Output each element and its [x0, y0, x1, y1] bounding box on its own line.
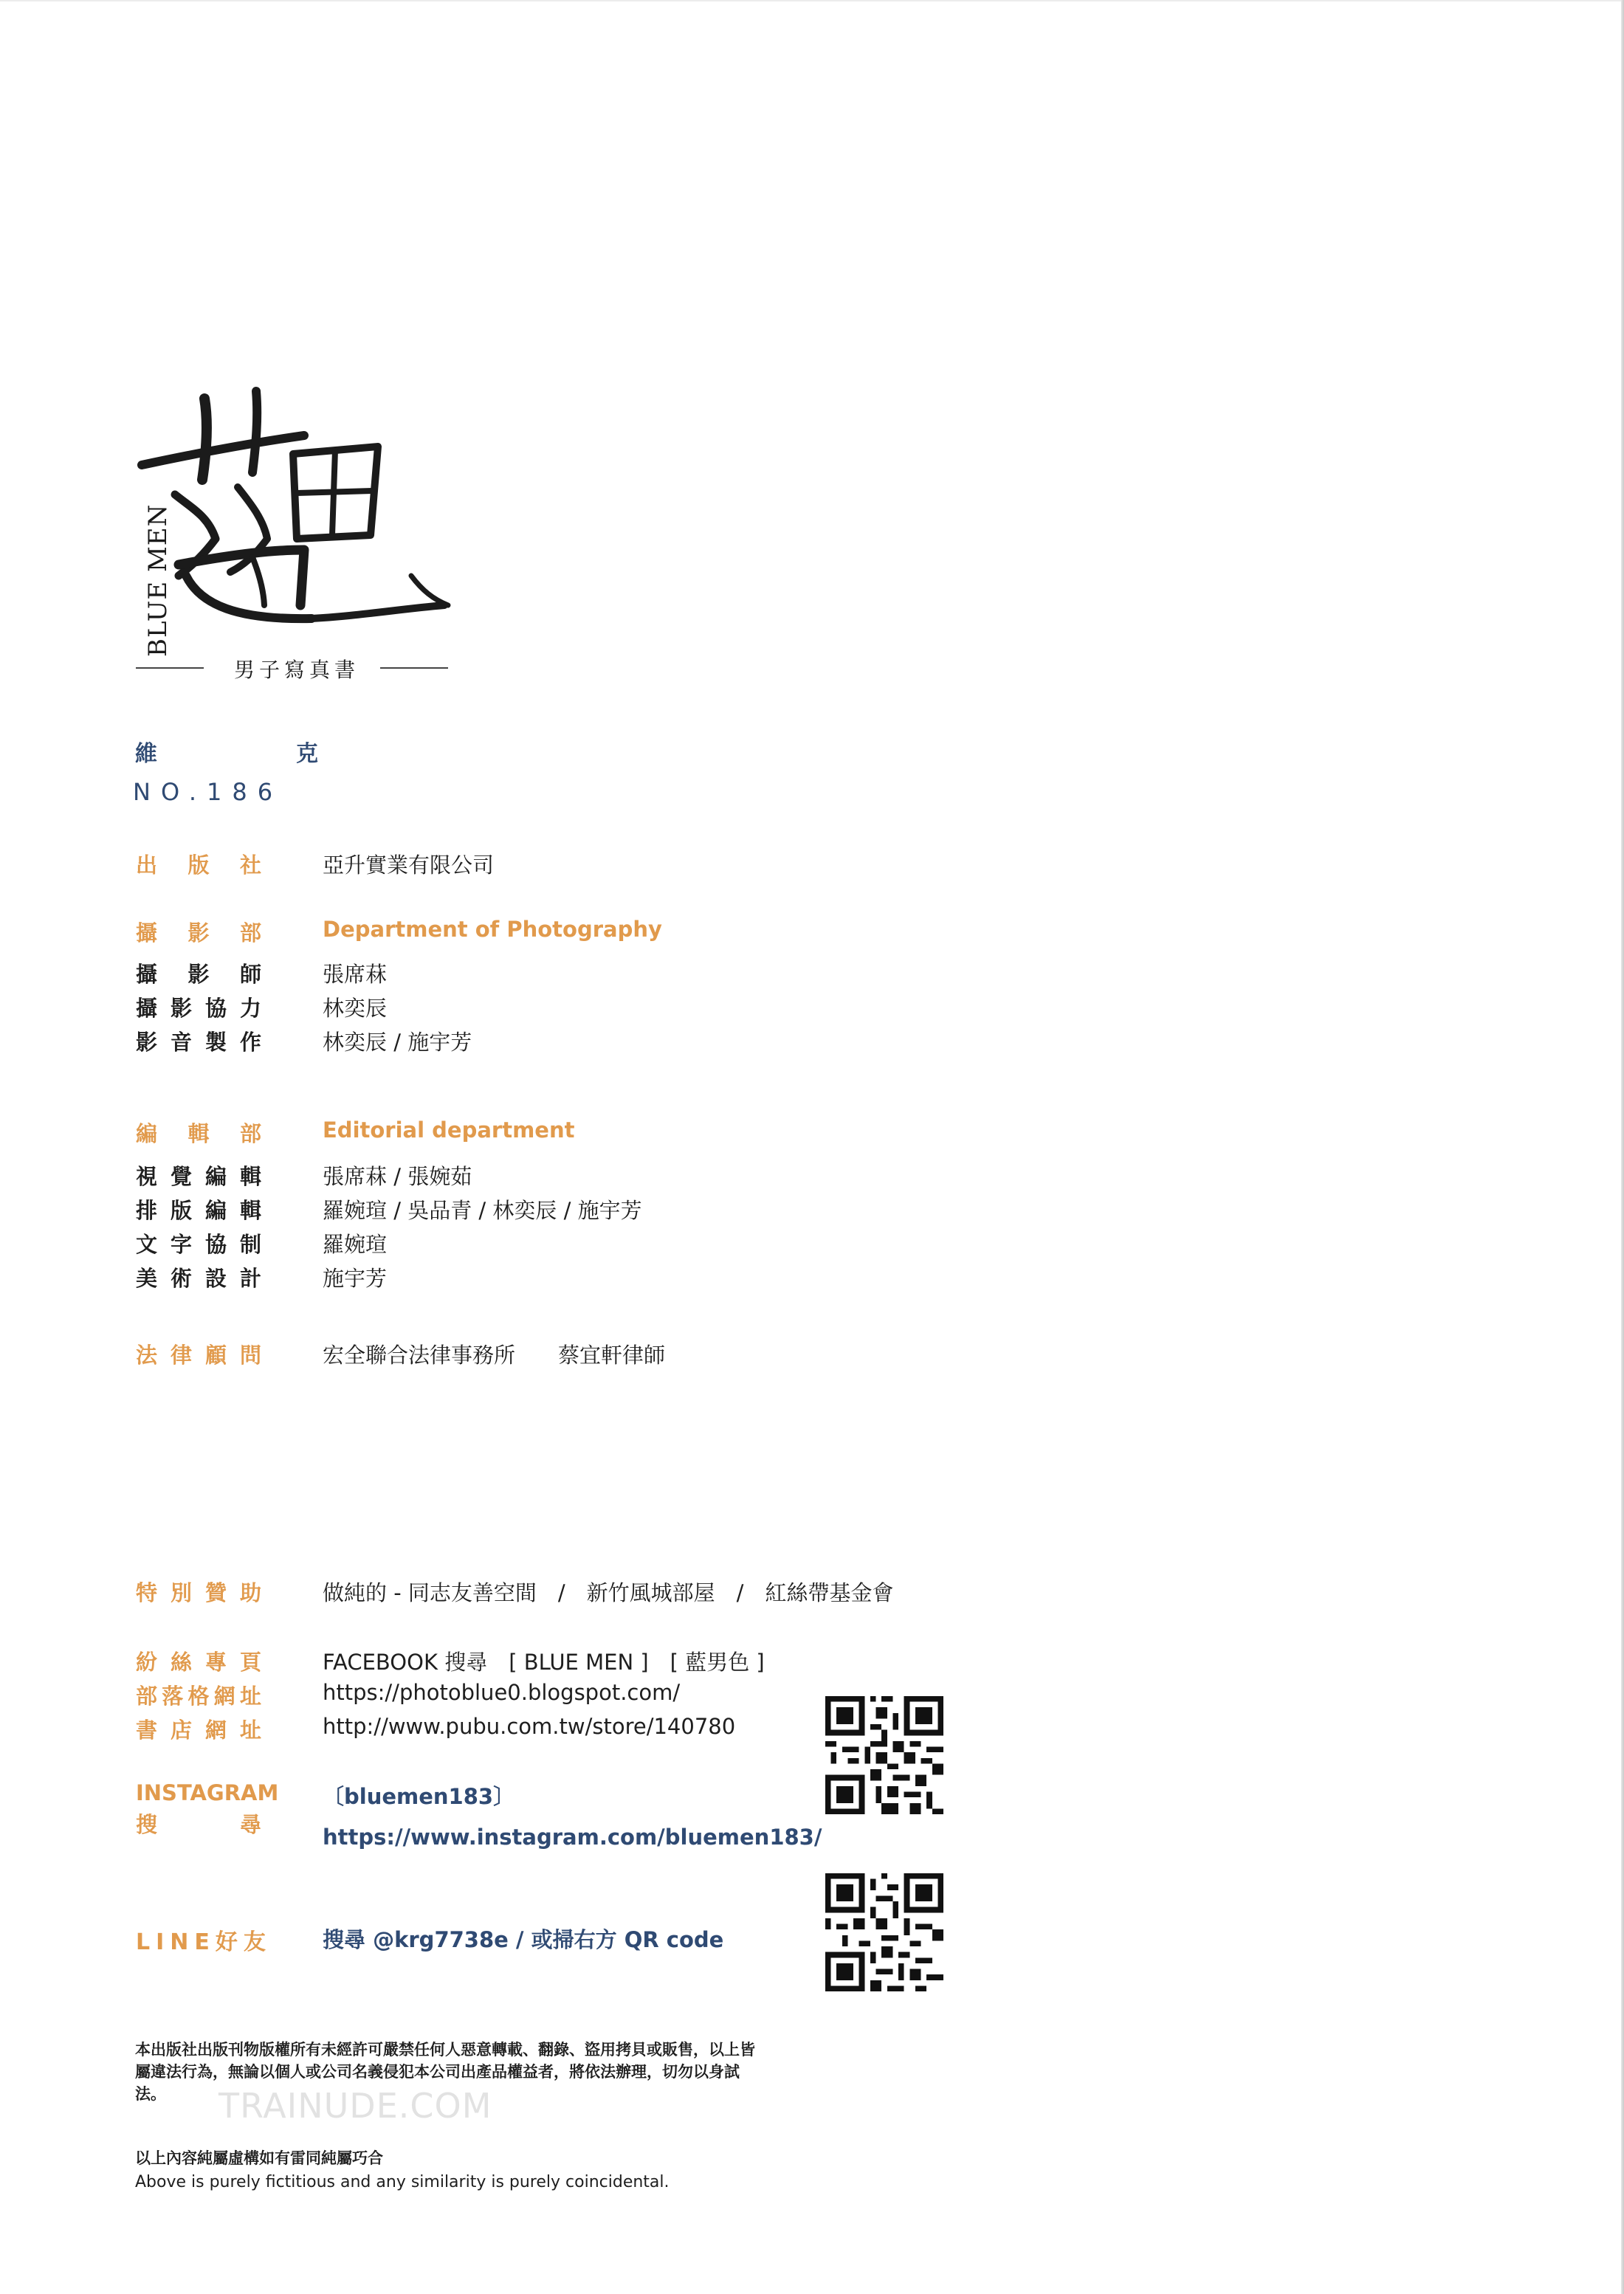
visual-editor-label: 視 覺 編 輯 — [136, 1164, 261, 1189]
sponsor-value: 做純的 - 同志友善空間 / 新竹風城部屋 / 紅絲帶基金會 — [323, 1580, 894, 1605]
publisher-label: 出 版 社 — [136, 852, 261, 878]
issue-number: NO.186 — [133, 778, 283, 806]
page-top-edge — [0, 0, 1624, 1]
layout-editor-label: 排 版 編 輯 — [136, 1198, 261, 1223]
blog-url-label: 部 落 格 網 址 — [136, 1684, 261, 1709]
copyright-notice: 本出版社出版刊物版權所有未經許可嚴禁任何人惡意轉載、翻錄、盜用拷貝或販售，以上皆屬違法行為，無論以個人或公司名義侵犯本公司出產品權益者，將依法辦理，切勿以身試法。 — [135, 2041, 755, 2103]
instagram-handle: 〔bluemen183〕 — [323, 1784, 515, 1809]
line-friend-label: LINE好友 — [136, 1929, 272, 1955]
model-name-first: 維 — [135, 741, 157, 767]
qr-code-line-icon — [825, 1873, 943, 1991]
brand-logo-calligraphy — [134, 384, 459, 650]
video-production-value: 林奕辰 / 施宇芳 — [323, 1030, 472, 1055]
brand-logo — [134, 384, 459, 694]
model-name — [135, 735, 327, 765]
qr-code-top-icon — [825, 1696, 943, 1814]
fan-page-label: 紛 絲 專 頁 — [136, 1650, 261, 1675]
brand-logo-rule-left — [136, 667, 204, 669]
art-design-value: 施宇芳 — [323, 1266, 388, 1291]
art-design-label: 美 術 設 計 — [136, 1266, 261, 1291]
instagram-search-label: 搜 尋 — [136, 1812, 261, 1837]
model-name-last: 克 — [296, 741, 318, 767]
qr-code-top[interactable] — [825, 1696, 943, 1814]
store-url-link[interactable]: http://www.pubu.com.tw/store/140780 — [323, 1714, 736, 1739]
line-search-value: 搜尋 @krg7738e / 或掃右方 QR code — [323, 1927, 724, 1952]
photo-assist-value: 林奕辰 — [323, 996, 388, 1021]
brand-logo-rule-right — [380, 667, 448, 669]
legal-value: 宏全聯合法律事務所 蔡宜軒律師 — [323, 1343, 666, 1368]
editorial-title: Editorial department — [323, 1117, 575, 1143]
brand-logo-subtitle: 男子寫真書 — [233, 658, 359, 682]
qr-code-line[interactable] — [825, 1873, 943, 1991]
editorial-label: 編 輯 部 — [136, 1121, 261, 1146]
photographer-label: 攝 影 師 — [136, 962, 261, 987]
watermark: TRAINUDE.COM — [219, 2086, 492, 2126]
text-assist-value: 羅婉瑄 — [323, 1232, 388, 1257]
text-assist-label: 文 字 協 制 — [136, 1232, 261, 1257]
photographer-value: 張席菻 — [323, 962, 388, 987]
sponsor-label: 特 別 贊 助 — [136, 1580, 261, 1605]
visual-editor-value: 張席菻 / 張婉茹 — [323, 1164, 472, 1189]
legal-label: 法 律 顧 問 — [136, 1343, 261, 1368]
video-production-label: 影 音 製 作 — [136, 1030, 261, 1055]
layout-editor-value: 羅婉瑄 / 吳品青 / 林奕辰 / 施宇芳 — [323, 1198, 642, 1223]
blog-url-link[interactable]: https://photoblue0.blogspot.com/ — [323, 1680, 681, 1705]
fan-page-value: FACEBOOK 搜尋 [ BLUE MEN ] [ 藍男色 ] — [323, 1650, 765, 1675]
disclaimer-chinese: 以上內容純屬虛構如有雷同純屬巧合 — [135, 2149, 383, 2167]
instagram-url-link[interactable]: https://www.instagram.com/bluemen183/ — [323, 1825, 822, 1850]
photography-title: Department of Photography — [323, 917, 662, 942]
brand-logo-side-text: BLUE MEN — [143, 503, 173, 657]
page-right-edge — [1621, 0, 1624, 2294]
instagram-label: INSTAGRAM — [136, 1780, 279, 1805]
store-url-label: 書 店 網 址 — [136, 1718, 261, 1743]
disclaimer-english: Above is purely fictitious and any similarity is purely coincidental. — [135, 2173, 670, 2191]
publisher-value: 亞升實業有限公司 — [323, 852, 495, 878]
photo-assist-label: 攝 影 協 力 — [136, 996, 261, 1021]
photography-label: 攝 影 部 — [136, 920, 261, 946]
